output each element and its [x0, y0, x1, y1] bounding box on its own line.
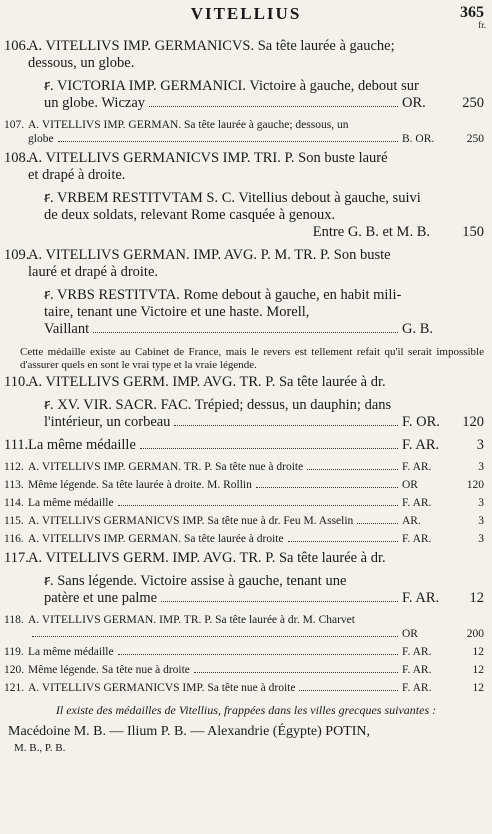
entry-text: La même médaille	[28, 646, 114, 658]
entry-number: 119.	[4, 646, 24, 658]
entry-text: ꞧ. VICTORIA IMP. GERMANICI. Victoire à gauche, debout sur	[44, 78, 419, 94]
entry-line	[0, 397, 484, 414]
metal-grade: OR	[402, 479, 418, 491]
metal-grade: F. AR.	[402, 497, 432, 509]
entry-text: La même médaille	[28, 497, 114, 509]
catalog-entries	[0, 38, 492, 757]
entry-text: un globe. Wiczay	[44, 95, 146, 111]
price: 150	[462, 224, 484, 240]
page-marker: fr.	[478, 20, 486, 30]
price: 12	[472, 646, 484, 658]
dot-leader	[58, 141, 398, 142]
entry-text: A. VITELLIVS IMP. GERMAN. Sa tête laurée à gauche; dessous, un	[28, 119, 349, 131]
catalog-entry	[0, 247, 492, 281]
dot-leader	[149, 106, 398, 107]
entry-line	[0, 264, 484, 281]
page-number: 365	[460, 4, 484, 21]
entry-line	[0, 247, 484, 264]
catalog-entry	[0, 613, 492, 641]
catalog-entry	[0, 496, 492, 510]
price: 250	[466, 133, 484, 145]
entry-text: ꞧ. VRBEM RESTITVTAM S. C. Vitellius debout à gauche, suivi	[44, 190, 421, 206]
entry-line	[0, 437, 484, 454]
entry-line	[0, 613, 484, 627]
catalog-entry	[0, 550, 492, 567]
price: 200	[466, 628, 484, 640]
metal-grade: AR.	[402, 515, 421, 527]
entry-number: 109.	[4, 247, 30, 263]
entry-line	[0, 321, 484, 338]
dot-leader	[118, 505, 398, 506]
entry-list-2	[0, 374, 492, 699]
page-header	[0, 2, 492, 30]
entry-text: dessous, un globe.	[28, 55, 135, 71]
dot-leader	[140, 448, 398, 449]
entry-text: Vaillant	[44, 321, 90, 337]
catalog-entry	[0, 437, 492, 454]
catalog-entry	[0, 287, 492, 338]
entry-number: 108.	[4, 150, 30, 166]
entry-text: l'intérieur, un corbeau	[44, 414, 171, 430]
entry-text: ꞧ. Sans légende. Victoire assise à gauche, tenant une	[44, 573, 347, 589]
price: 250	[462, 95, 484, 111]
catalog-entry	[0, 645, 492, 659]
entry-text: ꞧ. XV. VIR. SACR. FAC. Trépied; dessus, un dauphin; dans	[44, 397, 392, 413]
entry-line	[0, 287, 484, 304]
catalog-entry	[0, 663, 492, 677]
metal-grade: F. AR.	[402, 646, 432, 658]
entry-line	[0, 496, 484, 510]
entry-line	[0, 190, 484, 207]
entry-text: globe	[28, 133, 54, 145]
price: 120	[462, 414, 484, 430]
entry-text: A. VITELLIVS IMP. GERMANICVS. Sa tête laurée à gauche;	[28, 38, 395, 54]
entry-line	[0, 95, 484, 112]
entry-number: 120.	[4, 664, 25, 676]
metal-grade: OR.	[402, 95, 426, 111]
catalog-entry	[0, 681, 492, 695]
price: 120	[466, 479, 484, 491]
catalog-entry	[0, 78, 492, 112]
entry-line	[0, 55, 484, 72]
dot-leader	[256, 487, 398, 488]
metal-grade: F. AR.	[402, 682, 432, 694]
entry-text: et drapé à droite.	[28, 167, 126, 183]
catalog-entry	[0, 118, 492, 146]
entry-number: 110.	[4, 374, 29, 390]
price: 12	[472, 682, 484, 694]
catalog-entry	[0, 573, 492, 607]
price: 12	[469, 590, 484, 606]
entry-list-1	[0, 38, 492, 344]
metal-grade: G. B.	[402, 321, 434, 337]
price: 3	[478, 515, 484, 527]
entry-text: A. VITELLIVS IMP. GERMAN. Sa tête laurée à droite	[28, 533, 284, 545]
entry-text: lauré et drapé à droite.	[28, 264, 159, 280]
entry-line	[0, 590, 484, 607]
dot-leader	[357, 523, 398, 524]
price: 3	[478, 461, 484, 473]
dot-leader	[194, 672, 398, 673]
entry-number: 111.	[4, 437, 29, 453]
entry-line	[0, 663, 484, 677]
entry-text: La même médaille	[28, 437, 136, 453]
footer-line: M. B., P. B.	[14, 742, 66, 754]
entry-line	[0, 645, 484, 659]
entry-number: 112.	[4, 461, 24, 473]
greek-cities-caption: Il existe des médailles de Vitellius, frappées dans les villes grecques suivantes :	[55, 703, 437, 717]
metal-grade: F. AR.	[402, 437, 440, 453]
entry-line	[0, 627, 484, 641]
page-title: VITELLIUS	[190, 4, 302, 23]
entry-text: taire, tenant une Victoire et une haste. Morell,	[44, 304, 310, 320]
price: 12	[472, 664, 484, 676]
dot-leader	[118, 654, 398, 655]
entry-line	[0, 304, 484, 321]
entry-line	[0, 78, 484, 95]
entry-number: 107.	[4, 119, 25, 131]
entry-text: A. VITELLIVS GERMANICVS IMP. Sa tête nue à dr. Feu M. Asselin	[28, 515, 354, 527]
catalog-entry	[0, 478, 492, 492]
entry-line	[0, 573, 484, 590]
dot-leader	[288, 541, 398, 542]
entry-number: 117.	[4, 550, 29, 566]
entry-text: A. VITELLIVS GERMAN. IMP. TR. P. Sa tête laurée à dr. M. Charvet	[28, 614, 355, 626]
entry-number: 118.	[4, 614, 24, 626]
entry-line	[0, 550, 484, 567]
entry-text: de deux soldats, relevant Rome casquée à genoux.	[44, 207, 336, 223]
price: 3	[478, 533, 484, 545]
entry-text: patère et une palme	[44, 590, 158, 606]
metal-grade: OR	[402, 628, 418, 640]
entry-text: A. VITELLIVS GERM. IMP. AVG. TR. P. Sa tête laurée à dr.	[28, 550, 386, 566]
dot-leader	[93, 332, 398, 333]
entry-number: 114.	[4, 497, 24, 509]
entry-line	[0, 38, 484, 55]
catalog-entry	[0, 532, 492, 546]
catalog-entry	[0, 38, 492, 72]
entry-text: A. VITELLIVS GERM. IMP. AVG. TR. P. Sa tête laurée à dr.	[28, 374, 386, 390]
greek-cities-list	[0, 719, 492, 757]
entry-line	[0, 132, 484, 146]
entry-text: Entre G. B. et M. B.	[312, 224, 430, 240]
entry-line	[0, 460, 484, 474]
entry-text: Même légende. Sa tête nue à droite	[28, 664, 190, 676]
catalog-entry	[0, 374, 492, 391]
entry-number: 121.	[4, 682, 25, 694]
metal-grade: F. AR.	[402, 590, 440, 606]
entry-text: Même légende. Sa tête laurée à droite. M. Rollin	[28, 479, 252, 491]
catalog-entry	[0, 460, 492, 474]
entry-line	[0, 207, 484, 224]
entry-line	[0, 681, 484, 695]
entry-line	[0, 167, 484, 184]
catalog-entry	[0, 190, 492, 241]
metal-grade: F. OR.	[402, 414, 440, 430]
catalog-entry	[0, 514, 492, 528]
dot-leader	[32, 636, 398, 637]
price: 3	[478, 497, 484, 509]
entry-number: 115.	[4, 515, 24, 527]
entry-text: A. VITELLIVS GERMANICVS IMP. Sa tête nue à droite	[28, 682, 296, 694]
entry-text: ꞧ. VRBS RESTITVTA. Rome debout à gauche, en habit mili-	[44, 287, 402, 303]
entry-line	[0, 150, 484, 167]
entry-number: 116.	[4, 533, 24, 545]
entry-line	[0, 224, 484, 241]
catalog-entry	[0, 150, 492, 184]
entry-text: A. VITELLIVS GERMAN. IMP. AVG. P. M. TR. P. Son buste	[28, 247, 391, 263]
entry-line	[0, 374, 484, 391]
entry-number: 106.	[4, 38, 30, 54]
catalog-entry	[0, 397, 492, 431]
entry-line	[0, 414, 484, 431]
metal-grade: F. AR.	[402, 533, 432, 545]
dot-leader	[174, 425, 398, 426]
cabinet-note: Cette médaille existe au Cabinet de France, mais le revers est tellement refait qu'il serait impossible d'assurer quels en sont le vrai type et la vraie légende.	[20, 346, 484, 371]
metal-grade: F. AR.	[402, 461, 432, 473]
entry-line	[0, 514, 484, 528]
entry-text: A. VITELLIVS GERMANICVS IMP. TRI. P. Son buste lauré	[28, 150, 388, 166]
dot-leader	[161, 601, 398, 602]
entry-line	[0, 532, 484, 546]
metal-grade: F. AR.	[402, 664, 432, 676]
entry-line	[0, 478, 484, 492]
entry-number: 113.	[4, 479, 24, 491]
metal-grade: B. OR.	[402, 133, 435, 145]
dot-leader	[299, 690, 398, 691]
price: 3	[476, 437, 484, 453]
footer-line: Macédoine M. B. — Ilium P. B. — Alexandrie (Égypte) POTIN,	[8, 724, 371, 739]
entry-text: A. VITELLIVS IMP. GERMAN. TR. P. Sa tête nue à droite	[28, 461, 304, 473]
entry-line	[0, 118, 484, 132]
dot-leader	[307, 469, 398, 470]
